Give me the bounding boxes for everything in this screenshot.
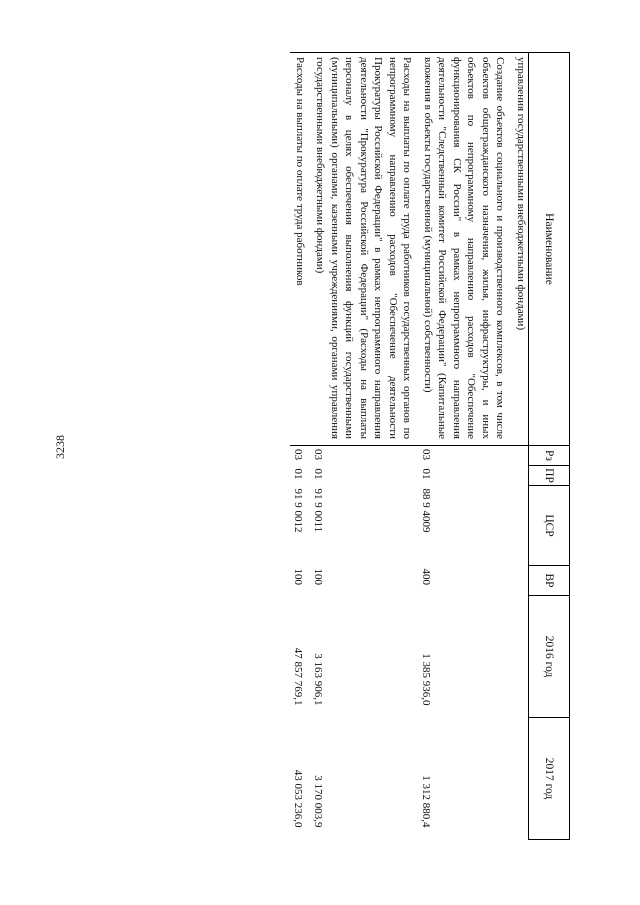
page-number: 3238 — [53, 435, 67, 459]
row-rz: 03 — [292, 449, 304, 460]
row-vr: 100 — [292, 568, 304, 585]
header-pr: ПР — [529, 466, 570, 486]
row-name: Расходы на выплаты по оплате труда работников — [291, 53, 312, 446]
row-2016 — [512, 596, 529, 718]
row-rz — [512, 446, 529, 466]
row-pr: 01 — [312, 468, 325, 480]
row-pr: 01 — [420, 468, 432, 480]
row-vr — [512, 566, 529, 596]
budget-table — [291, 52, 571, 840]
row-2016: 1 385 936,0 — [420, 653, 432, 706]
row-csr — [512, 486, 529, 566]
table-row — [311, 53, 419, 840]
row-2017 — [512, 718, 529, 840]
row-vr: 100 — [312, 568, 325, 585]
row-name: управления государственными внебюджетными фондами) — [512, 53, 529, 446]
row-2016: 3 163 906,1 — [312, 653, 325, 706]
row-csr: 91 9 0011 — [312, 488, 325, 533]
table-header-row — [529, 53, 570, 840]
table-row — [512, 53, 529, 840]
row-rz: 03 — [312, 449, 325, 460]
table-row — [419, 53, 512, 840]
row-2017: 1 312 880,4 — [420, 775, 432, 828]
row-pr — [512, 466, 529, 486]
header-rz: Рз — [529, 446, 570, 466]
header-csr: ЦСР — [529, 486, 570, 566]
header-name: Наименование — [529, 53, 570, 446]
row-pr: 01 — [292, 468, 304, 480]
header-2016: 2016 год — [529, 596, 570, 718]
row-csr: 91 9 0012 — [292, 488, 304, 533]
table-row — [291, 53, 312, 840]
row-name: Создание объектов социального и производственного комплексов, в том числе объектов общегражданского назначения, жилья, инфраструктуры, и иных объектов по непрограммному направлению расходов "Обеспечение функционирования СК России" в рамках непрограммного направления деятельности "Следственный комитет Российской Федерации" (Капитальные вложения в объекты государственной (муниципальной) собственности) — [419, 53, 512, 446]
header-2017: 2017 год — [529, 718, 570, 840]
row-2017: 43 053 236,0 — [292, 769, 304, 828]
row-csr: 88 9 4009 — [420, 488, 432, 533]
row-name: Расходы на выплаты по оплате труда работников государственных органов по непрограммному направлению расходов "Обеспечение деятельности Прокуратуры Российской Федерации" в рамках непрограммного направления деятельности "Прокуратура Российской Федерации" (Расходы на выплаты персоналу в целях обеспечения выполнения функций государственными (муниципальными) органами, казенными учреждениями, органами управления государственными внебюджетными фондами) — [311, 53, 419, 446]
row-2017: 3 170 003,9 — [312, 775, 325, 828]
row-vr: 400 — [420, 568, 432, 585]
row-rz: 03 — [420, 449, 432, 460]
row-2016: 47 857 769,1 — [292, 647, 304, 706]
header-vr: ВР — [529, 566, 570, 596]
